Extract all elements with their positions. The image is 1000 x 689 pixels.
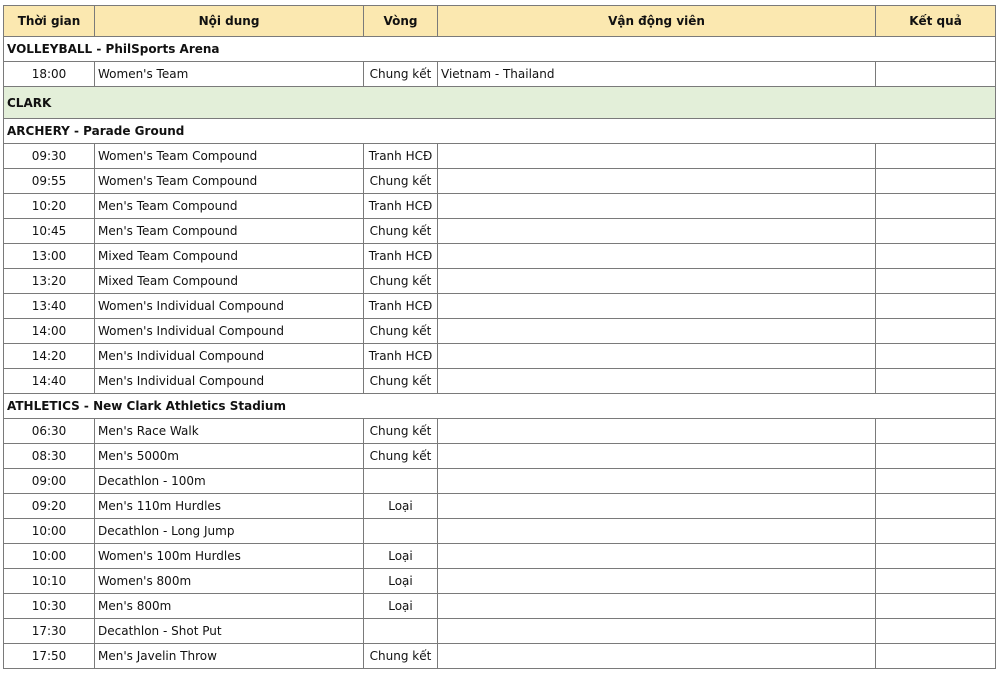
cell-time: 17:50 [4,644,95,669]
cell-event: Women's Team Compound [95,144,364,169]
cell-round: Loại [364,569,438,594]
cell-round: Chung kết [364,644,438,669]
cell-round [364,519,438,544]
cell-event: Mixed Team Compound [95,269,364,294]
cell-event: Decathlon - Shot Put [95,619,364,644]
sport-section-row [4,394,996,419]
cell-time: 18:00 [4,62,95,87]
cell-athletes [438,544,876,569]
cell-time: 06:30 [4,419,95,444]
sport-section-row [4,119,996,144]
cell-result [876,319,996,344]
cell-round: Loại [364,494,438,519]
cell-event: Men's Team Compound [95,219,364,244]
table-row [4,294,996,319]
cell-athletes [438,469,876,494]
cell-round: Tranh HCĐ [364,244,438,269]
cell-result [876,344,996,369]
table-row [4,319,996,344]
cell-round: Tranh HCĐ [364,144,438,169]
table-row [4,169,996,194]
cell-time: 13:00 [4,244,95,269]
cell-round [364,619,438,644]
table-row [4,644,996,669]
table-row [4,619,996,644]
cell-result [876,544,996,569]
cell-athletes [438,419,876,444]
table-row [4,144,996,169]
cell-round: Chung kết [364,62,438,87]
header-round: Vòng [364,6,438,37]
cell-round: Tranh HCĐ [364,194,438,219]
cell-result [876,494,996,519]
cell-athletes [438,244,876,269]
cell-result [876,219,996,244]
section-label: ATHLETICS - New Clark Athletics Stadium [4,394,996,419]
cell-round: Chung kết [364,269,438,294]
cell-round: Loại [364,544,438,569]
cell-event: Men's Javelin Throw [95,644,364,669]
cell-result [876,444,996,469]
cell-athletes [438,269,876,294]
cell-result [876,369,996,394]
table-row [4,594,996,619]
cell-event: Men's 5000m [95,444,364,469]
header-result: Kết quả [876,6,996,37]
table-row [4,469,996,494]
section-label: VOLLEYBALL - PhilSports Arena [4,37,996,62]
cell-round [364,469,438,494]
table-row [4,62,996,87]
table-row [4,494,996,519]
table-row [4,544,996,569]
cell-event: Men's Individual Compound [95,369,364,394]
cell-event: Decathlon - 100m [95,469,364,494]
cell-event: Women's Individual Compound [95,294,364,319]
region-row [4,87,996,119]
cell-athletes [438,294,876,319]
cell-event: Men's 110m Hurdles [95,494,364,519]
cell-athletes [438,194,876,219]
cell-athletes [438,569,876,594]
region-label: CLARK [4,87,996,119]
cell-event: Men's Race Walk [95,419,364,444]
cell-athletes [438,444,876,469]
cell-time: 14:00 [4,319,95,344]
cell-result [876,594,996,619]
cell-result [876,569,996,594]
cell-athletes [438,319,876,344]
cell-event: Mixed Team Compound [95,244,364,269]
cell-athletes [438,494,876,519]
cell-event: Women's 100m Hurdles [95,544,364,569]
cell-round: Tranh HCĐ [364,344,438,369]
cell-time: 14:20 [4,344,95,369]
schedule-body [4,37,996,669]
table-row [4,444,996,469]
cell-athletes [438,219,876,244]
cell-round: Chung kết [364,219,438,244]
cell-event: Men's Individual Compound [95,344,364,369]
cell-result [876,269,996,294]
cell-event: Women's Individual Compound [95,319,364,344]
cell-time: 10:20 [4,194,95,219]
schedule-table [3,5,996,669]
cell-event: Men's 800m [95,594,364,619]
table-row [4,369,996,394]
cell-time: 09:55 [4,169,95,194]
cell-round: Chung kết [364,369,438,394]
cell-result [876,619,996,644]
cell-time: 10:45 [4,219,95,244]
cell-event: Men's Team Compound [95,194,364,219]
cell-time: 10:00 [4,544,95,569]
cell-result [876,469,996,494]
cell-event: Women's Team [95,62,364,87]
cell-time: 10:30 [4,594,95,619]
table-row [4,344,996,369]
cell-result [876,144,996,169]
cell-athletes [438,344,876,369]
cell-athletes [438,594,876,619]
cell-event: Women's Team Compound [95,169,364,194]
cell-time: 14:40 [4,369,95,394]
cell-event: Decathlon - Long Jump [95,519,364,544]
cell-time: 09:00 [4,469,95,494]
cell-athletes [438,619,876,644]
table-row [4,419,996,444]
sport-section-row [4,37,996,62]
cell-athletes [438,144,876,169]
cell-athletes [438,369,876,394]
cell-result [876,519,996,544]
table-row [4,194,996,219]
header-time: Thời gian [4,6,95,37]
cell-result [876,419,996,444]
cell-result [876,62,996,87]
table-row [4,269,996,294]
cell-athletes: Vietnam - Thailand [438,62,876,87]
cell-round: Tranh HCĐ [364,294,438,319]
table-row [4,219,996,244]
cell-round: Loại [364,594,438,619]
cell-time: 13:40 [4,294,95,319]
cell-round: Chung kết [364,169,438,194]
cell-event: Women's 800m [95,569,364,594]
cell-result [876,644,996,669]
cell-time: 09:20 [4,494,95,519]
cell-round: Chung kết [364,419,438,444]
table-row [4,569,996,594]
cell-result [876,244,996,269]
cell-time: 13:20 [4,269,95,294]
cell-round: Chung kết [364,444,438,469]
cell-time: 10:10 [4,569,95,594]
cell-athletes [438,169,876,194]
cell-time: 09:30 [4,144,95,169]
header-row [4,6,996,37]
cell-athletes [438,644,876,669]
cell-result [876,294,996,319]
cell-time: 08:30 [4,444,95,469]
cell-result [876,194,996,219]
cell-time: 17:30 [4,619,95,644]
cell-athletes [438,519,876,544]
cell-round: Chung kết [364,319,438,344]
table-row [4,519,996,544]
cell-time: 10:00 [4,519,95,544]
header-athletes: Vận động viên [438,6,876,37]
table-row [4,244,996,269]
header-event: Nội dung [95,6,364,37]
cell-result [876,169,996,194]
section-label: ARCHERY - Parade Ground [4,119,996,144]
